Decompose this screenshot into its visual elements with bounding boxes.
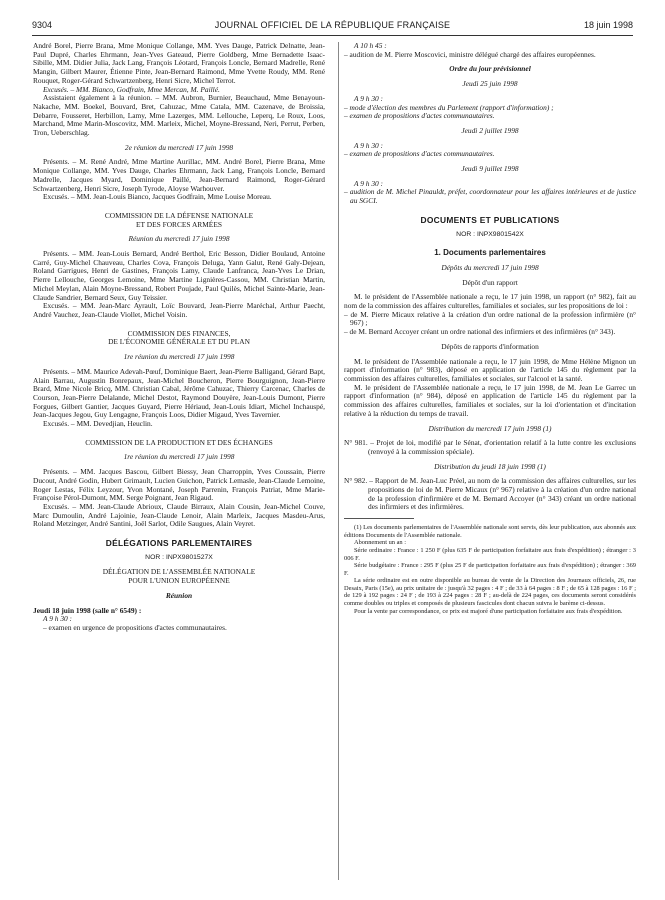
meeting-heading: 1re réunion du mercredi 17 juin 1998 (123, 452, 235, 462)
time-slot: A 9 h 30 : (354, 93, 384, 103)
time-slot: A 9 h 30 : (43, 614, 73, 624)
present-list: Présents. – MM. Maurice Adevah-Pœuf, Dominique Baert, Jean-Pierre Balligand, Gérard Bapt, Alain Barrau, Augustin Bonrepaux, Jean-Michel Boucheron, Pierre Bourguignon, Jean-Pierre Brard, Mme Nicole Bricq, MM. Christian Cabal, Jérôme Cahuzac, Thierry Carcenac, Charles de Courson, Jean-Pierre Delalande, Michel Destot, Raymond Douyère, Jean-Louis Dumont, Pierre Forgues, Gilbert Gantier, Jacques Guyard, Pierre Hériaud, Jean-Louis Idiart, Michel Inchauspé, Jean-Jacques Jegou, Guy Lengagne, François Loos, Didier Migaud, Yves Tavernier. (33, 366, 326, 420)
agenda-date: Jeudi 9 juillet 1998 (461, 164, 519, 174)
agenda-item: – audition de M. Michel Pinauldt, préfet, coordonnateur pour les affaires intérieures et de justice au SGCI. (344, 187, 636, 206)
agenda-date: Jeudi 2 juillet 1998 (461, 125, 519, 135)
nor-reference: NOR : INPX9801527X (145, 553, 213, 561)
present-list: Présents. – M. René André, Mme Martine Aurillac, MM. André Borel, Pierre Brana, Mme Monique Collange, MM. Yves Dauge, Charles Ehrmann, Jack Lang, François Loncle, Bernard Madrelle, Jacques Myard, Dominique Paillé, Jean-Bernard Raimond, Roger-Gérard Schwartzenberg, Henri Sicre, Joseph Tyrode, Aloyse Warhouver. (33, 157, 325, 193)
column-divider (338, 42, 339, 880)
right-column (344, 42, 636, 615)
distribution-item: N° 982. – Rapport de M. Jean-Luc Préel, au nom de la commission des affaires culturelles, sur les propositions de loi de M. Pierre Micaux (n° 967) relative à la création d'un ordre national de la profession d'infirmière et de M. Bernard Accoyer (n° 343) créant un ordre national des infirmiers et des infirmières. (344, 476, 636, 512)
footnote-text: Abonnement un an : (354, 539, 407, 547)
excused-list: Excusés. – MM. Jean-Louis Bianco, Jacques Godfrain, Mme Louise Moreau. (43, 192, 272, 202)
excused-list: Excusés. – MM. Bianco, Godfrain, Mme Mercan, M. Paillé. (43, 84, 220, 94)
section-title: DOCUMENTS ET PUBLICATIONS (420, 214, 560, 225)
delegation-title-line2: POUR L'UNION EUROPÉENNE (128, 576, 230, 586)
time-slot: A 9 h 30 : (354, 140, 384, 150)
agenda-item: – examen en urgence de propositions d'actes communautaires. (43, 622, 227, 632)
issue-date: 18 juin 1998 (583, 20, 633, 30)
section-title: DÉLÉGATIONS PARLEMENTAIRES (105, 538, 253, 549)
subsection-title: 1. Documents parlementaires (434, 248, 546, 258)
distribution-heading: Distribution du mercredi 17 juin 1998 (1) (428, 423, 552, 433)
meeting-date: Jeudi 18 juin 1998 (salle n° 6549) : (33, 605, 142, 615)
page-header (32, 20, 633, 34)
time-slot: A 10 h 45 : (354, 41, 387, 50)
left-column (33, 42, 325, 633)
nor-reference: NOR : INPX9801542X (456, 230, 524, 238)
journal-title: JOURNAL OFFICIEL DE LA RÉPUBLIQUE FRANÇAISE (214, 20, 451, 30)
meeting-heading: Réunion du mercredi 17 juin 1998 (128, 234, 230, 244)
report-paragraph: M. le président de l'Assemblée nationale a reçu, le 17 juin 1998, un rapport (n° 982), fait au nom de la commission des affaires culturelles, familiales et sociales, sur les propositions de loi : (344, 292, 636, 311)
deposit-type-heading: Dépôt d'un rapport (462, 277, 518, 287)
footnote-text: Pour la vente par correspondance, ce prix est majoré d'une participation forfaitaire aux frais d'expédition. (354, 607, 623, 615)
footnote-text: (1) Les documents parlementaires de l'Assemblée nationale sont servis, dès leur publication, aux abonnés aux éditions Documents de l'Assemblée nationale. (344, 524, 636, 539)
header-rule (32, 35, 633, 36)
excused-list: Excusés. – MM. Devedjian, Heuclin. (43, 419, 153, 429)
distribution-heading: Distribution du jeudi 18 juin 1998 (1) (434, 461, 546, 471)
delegation-title-line1: DÉLÉGATION DE L'ASSEMBLÉE NATIONALE (102, 567, 256, 577)
provisional-agenda-heading: Ordre du jour prévisionnel (449, 64, 531, 74)
page-number: 9304 (32, 20, 53, 30)
footnote-text: Série budgétaire : France : 295 F (plus 25 F de participation forfaitaire aux frais d'expédition) ; étranger : 369 F. (344, 562, 636, 577)
agenda-item: – examen de propositions d'actes communautaires. (344, 149, 495, 159)
also-present-list: Assistaient également à la réunion. – MM. Aubron, Burnier, Beauchaud, Mme Benayoun-Nakache, MM. Boekel, Bouvard, Bret, Cahuzac, Mme Catala, MM. Cazenave, de Broissia, Debarre, Fousseret, Herbillon, Lamy, Mme Lazerges, MM. Lellouche, Leperq, Le Roux, Loos, Marchand, Mme Marin-Moscovitz, MM. Marleix, Michel, Moyne-Bressand, Neri, Perrut, Perben, Tron, Ueberschlag. (33, 93, 325, 138)
commission-title-line2: ET DES FORCES ARMÉES (136, 219, 222, 229)
bill-item: – de M. Pierre Micaux relative à la création d'un ordre national de la profession infirmière (n° 967) ; (344, 309, 636, 328)
footnote-rule (344, 518, 414, 519)
excused-list: Excusés. – MM. Jean-Claude Abrioux, Claude Birraux, Alain Cousin, Jean-Michel Couve, Marc Dumoulin, André Lajoinie, Jean-Claude Lenoir, Alain Marleix, Jacques Masdeu-Arus, Roland Metzinger, André Santini, Joël Sarlot, Odile Saugues, Alain Veyret. (33, 501, 325, 529)
deposit-date-heading: Dépôts du mercredi 17 juin 1998 (441, 262, 539, 272)
agenda-item: – mode d'élection des membres du Parlement (rapport d'information) ; (344, 102, 554, 112)
meeting-heading: 1re réunion du mercredi 17 juin 1998 (123, 352, 235, 362)
commission-title: COMMISSION DE LA PRODUCTION ET DES ÉCHANGES (85, 437, 273, 447)
meeting-label: Réunion (165, 590, 193, 600)
time-slot: A 9 h 30 : (354, 178, 384, 188)
agenda-item: – audition de M. Pierre Moscovici, ministre délégué chargé des affaires européennes. (344, 49, 596, 59)
agenda-date: Jeudi 25 juin 1998 (462, 79, 518, 89)
distribution-item: N° 981. – Projet de loi, modifié par le Sénat, d'orientation relatif à la lutte contre les exclusions (renvoyé à la commission spéciale). (344, 438, 636, 456)
bill-item: – de M. Bernard Accoyer créant un ordre national des infirmiers et des infirmières (n° 343). (344, 327, 616, 337)
meeting-heading: 2e réunion du mercredi 17 juin 1998 (124, 142, 234, 152)
commission-title-line2: DE L'ÉCONOMIE GÉNÉRALE ET DU PLAN (108, 337, 250, 347)
footnote-text: La série ordinaire est en outre disponible au bureau de vente de la Direction des Journaux officiels, 26, rue Desaix, Paris (15e), au prix unitaire de : jusqu'à 32 pages : 4 F ; de 33 à 64 pages : 8 F ; de 65 à 128 pages : 16 F ; de 129 à 192 pages : 24 F ; de 193 à 224 pages : 28 F ; au-delà de 224 pages, ces documents seront considérés comme doubles ou triples et composés de plusieurs fascicules dont chacun suivra le barème ci-dessus. (344, 577, 636, 608)
attendance-list: André Borel, Pierre Brana, Mme Monique Collange, MM. Yves Dauge, Patrick Delnatte, Jean-Paul Dupré, Charles Ehrmann, Jean-Yves Gateaud, Pierre Goldberg, Mme Bernadette Isaac-Sibille, MM. Didier Julia, Jack Lang, François Léotard, François Loncle, Bernard Madrelle, René Mangin, Gilbert Maurer, Étienne Pinte, Jean-Bernard Raimond, Mme Yvette Roudy, MM. René Rouquet, Roger-Gérard Schwartzenberg, Henri Sicre, Michel Terrot. (33, 41, 325, 85)
excused-list: Excusés. – MM. Jean-Marc Ayrault, Loïc Bouvard, Jean-Pierre Maréchal, Arthur Paecht, André Vauchez, Jean-Claude Viollet, Michel Voisin. (33, 301, 325, 319)
commission-title-line1: COMMISSION DES FINANCES, (127, 328, 231, 338)
footnote-text: Série ordinaire : France : 1 250 F (plus 635 F de participation forfaitaire aux frais d'expédition) ; étranger : 3 006 F. (344, 546, 636, 562)
deposit-type-heading: Dépôts de rapports d'information (441, 341, 539, 351)
commission-title-line1: COMMISSION DE LA DÉFENSE NATIONALE (104, 210, 254, 220)
report-paragraph: M. le président de l'Assemblée nationale a reçu, le 17 juin 1998, de M. Jean Le Garrec un rapport d'information (n° 984), déposé en application de l'article 145 du règlement par la commission des affaires culturelles, familiales et sociales, sur la loi d'orientation et d'incitation relative à la réduction du temps de travail. (344, 382, 636, 418)
agenda-item: – examen de propositions d'actes communautaires. (344, 111, 495, 121)
present-list: Présents. – MM. Jacques Bascou, Gilbert Biessy, Jean Charroppin, Yves Coussain, Pierre Ducout, André Godin, Hubert Grimault, Lucien Guichon, Patrick Lemasle, Jean-Claude Lemoine, Roger Lestas, Félix Leyzour, Yvon Montané, Joseph Parrenin, François Patriat, Mme Marie-Françoise Pérol-Dumont, MM. Serge Poignant, Jean Rigaud. (33, 467, 325, 503)
report-paragraph: M. le président de l'Assemblée nationale a reçu, le 17 juin 1998, de Mme Hélène Mignon un rapport d'information (n° 983), déposé en application de l'article 145 du règlement par la commission des affaires culturelles, familiales et sociales, sur l'alcool et la santé. (344, 356, 636, 383)
present-list: Présents. – MM. Jean-Louis Bernard, André Berthol, Eric Besson, Didier Boulaud, Antoine Carré, Guy-Michel Chauveau, Charles Cova, François Deluga, Yann Galut, René Galy-Dejean, Roland Garrigues, Henri de Gastines, François Lamy, Claude Lanfranca, Jean-Yves Le Drian, Pierre Lellouche, Georges Lemoine, Mme Martine Lignières-Cassou, MM. Christian Martin, Michel Meylan, Alain Moyne-Bressand, Robert Poujade, Paul Quilès, Michel Sainte-Marie, Jean-Claude Sandrier, Bernard Seux, Guy Teissier. (33, 249, 325, 302)
